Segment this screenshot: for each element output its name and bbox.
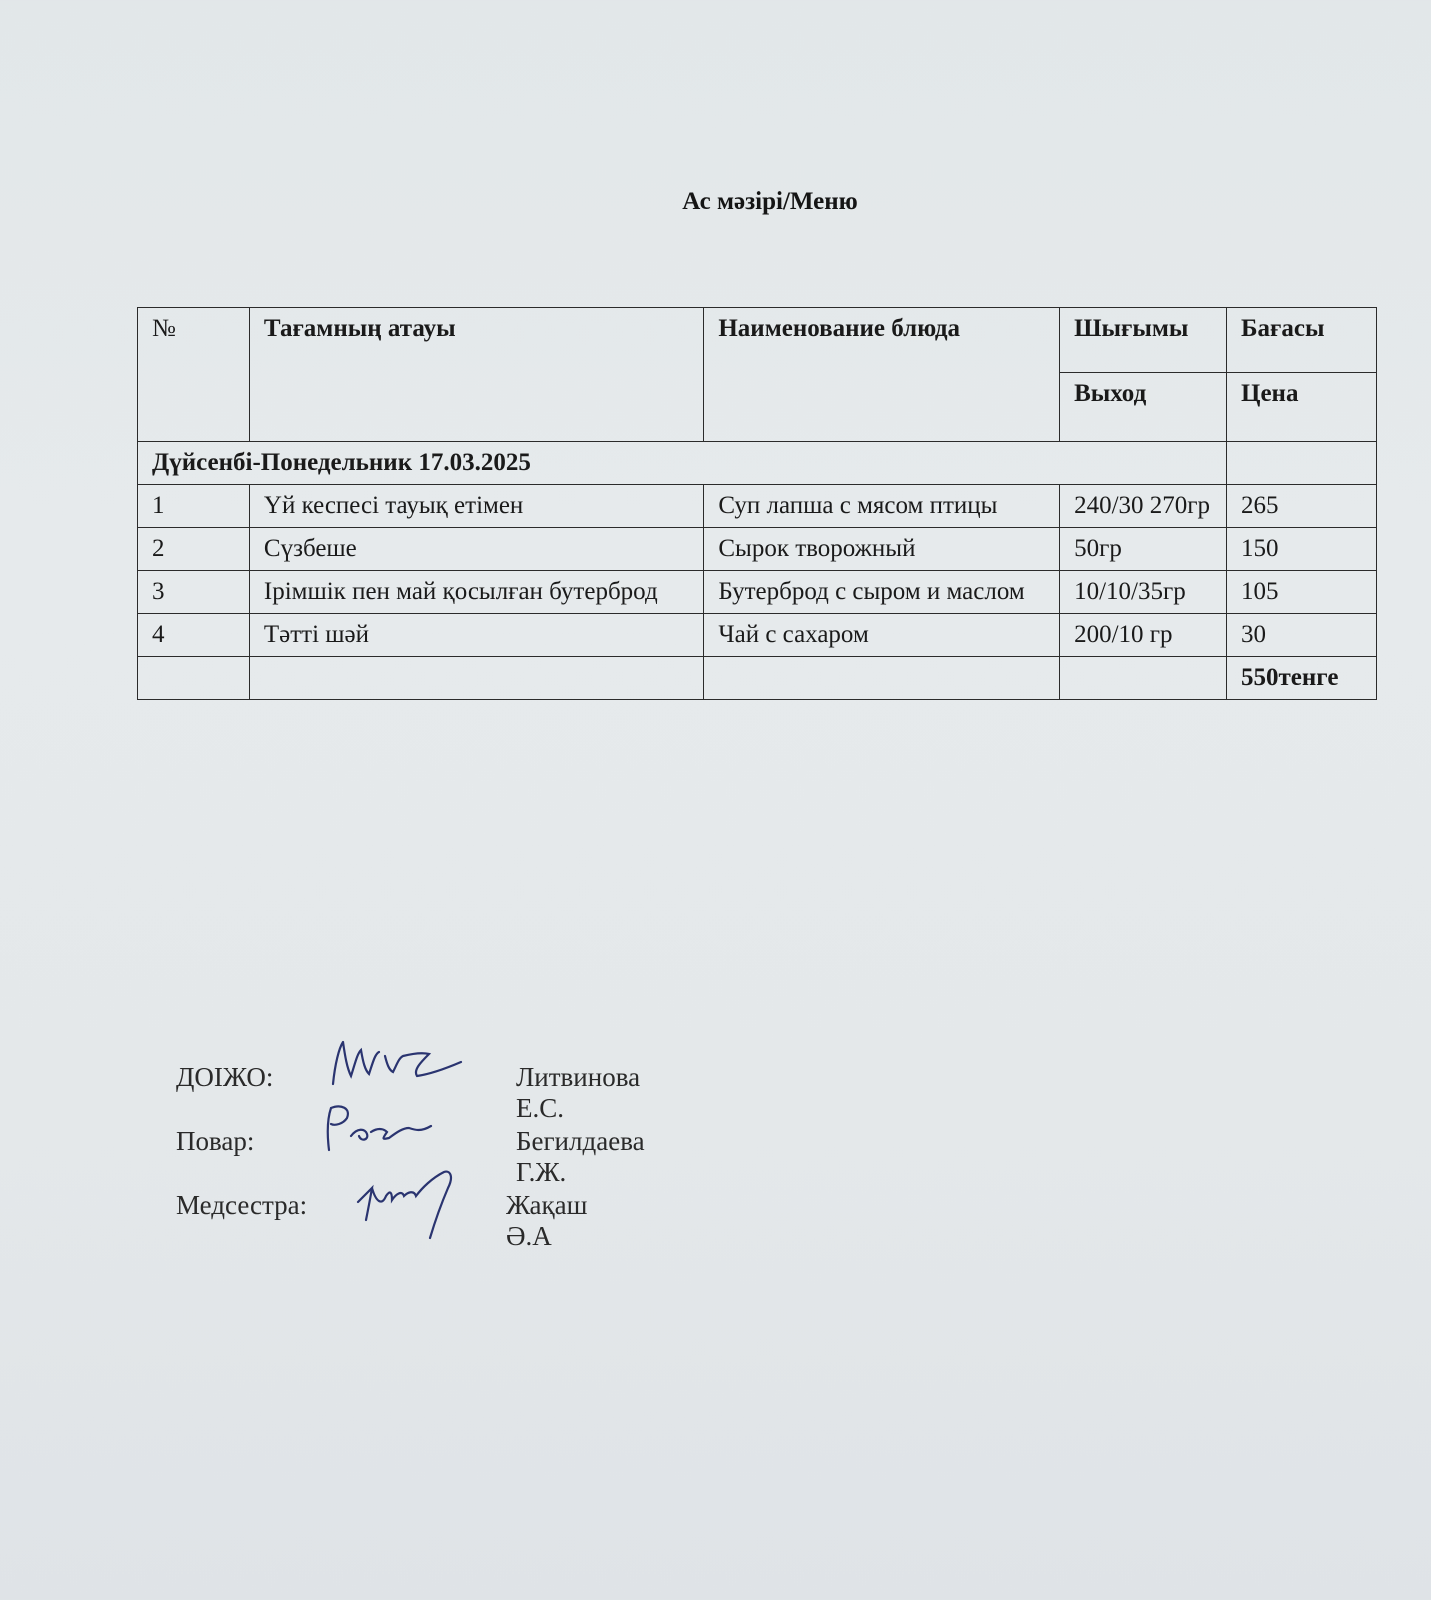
row-name-ru: Чай с сахаром [704,614,1060,657]
total-empty-cell [138,657,250,700]
row-number: 1 [138,485,250,528]
row-number: 4 [138,614,250,657]
header-yield-ru: Выход [1060,373,1227,442]
signature-role: Повар: [176,1126,255,1156]
day-label: Дүйсенбі-Понедельник 17.03.2025 [138,442,1227,485]
row-price: 265 [1227,485,1377,528]
table-row [138,571,1377,614]
table-row [138,485,1377,528]
day-row [138,442,1377,485]
signature-mark [321,1034,471,1094]
row-number: 3 [138,571,250,614]
day-empty-cell [1227,442,1377,485]
total-empty-cell [249,657,703,700]
row-yield: 10/10/35гр [1060,571,1227,614]
header-name-kz: Тағамның атауы [249,308,703,442]
row-name-kz: Тәтті шәй [249,614,703,657]
row-price: 30 [1227,614,1377,657]
menu-table [137,307,1377,700]
row-number: 2 [138,528,250,571]
table-row [138,528,1377,571]
signature-role: Медсестра: [176,1190,308,1220]
page-title: Ас мәзірі/Меню [682,188,858,215]
table-row [138,614,1377,657]
signature-name: Жақаш Ә.А [506,1190,588,1251]
table-header-row [138,308,1377,373]
row-name-kz: Ірімшік пен май қосылған бутерброд [249,571,703,614]
header-number: № [138,308,250,442]
header-price-kz: Бағасы [1227,308,1377,373]
total-row [138,657,1377,700]
row-yield: 200/10 гр [1060,614,1227,657]
total-price: 550тенге [1227,657,1377,700]
header-name-ru: Наименование блюда [704,308,1060,442]
header-price-ru: Цена [1227,373,1377,442]
total-empty-cell [1060,657,1227,700]
row-name-kz: Үй кеспесі тауық етімен [249,485,703,528]
row-name-ru: Суп лапша с мясом птицы [704,485,1060,528]
row-yield: 50гр [1060,528,1227,571]
signature-name: Бегилдаева Г.Ж. [516,1126,645,1187]
signature-mark [311,1098,441,1158]
row-price: 105 [1227,571,1377,614]
total-empty-cell [704,657,1060,700]
header-yield-kz: Шығымы [1060,308,1227,373]
signature-mark [346,1162,476,1242]
signature-role: ДОІЖО: [176,1062,274,1092]
row-name-ru: Сырок творожный [704,528,1060,571]
row-yield: 240/30 270гр [1060,485,1227,528]
row-name-ru: Бутерброд с сыром и маслом [704,571,1060,614]
row-name-kz: Сүзбеше [249,528,703,571]
signature-name: Литвинова Е.С. [516,1062,641,1123]
row-price: 150 [1227,528,1377,571]
